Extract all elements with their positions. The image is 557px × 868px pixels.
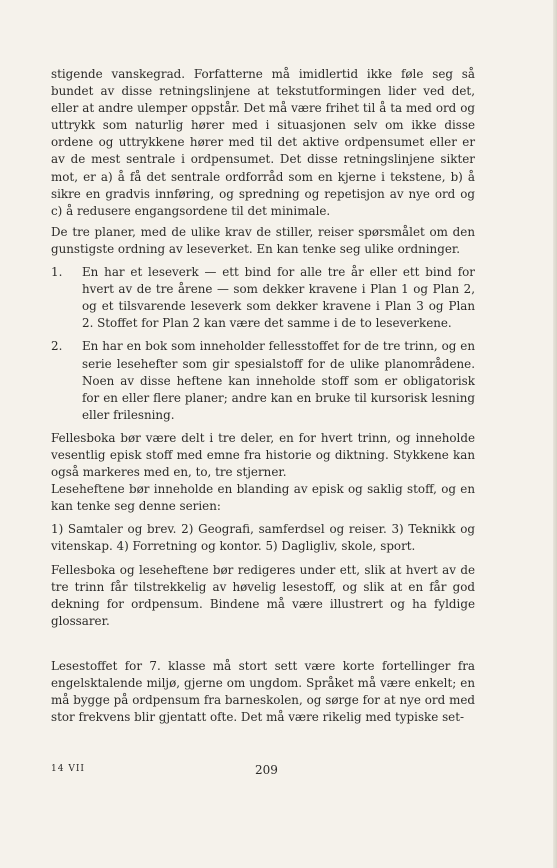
page-number: 209 bbox=[255, 763, 278, 777]
list-text: En har et leseverk — ett bind for alle tre år eller ett bind for hvert av de tre årene — som dekker kravene i Plan 1 og Plan 2, og et tilsvarende leseverk som dekker kravene i Plan 3 og Plan 2. Stoffet for Plan 2 kan være det samme i de to leseverkene. bbox=[82, 265, 475, 331]
list-item bbox=[51, 338, 475, 423]
paragraph: 1) Samtaler og brev. 2) Geografi, samferdsel og reiser. 3) Teknikk og vitenskap. 4) Forretning og kontor. 5) Dagligliv, skole, sport. bbox=[51, 522, 475, 554]
list-item bbox=[51, 264, 475, 332]
paragraph: Lesestoffet for 7. klasse må stort sett være korte fortellinger fra engelsktalende miljø, gjerne om ungdom. Språket må være enkelt; en må bygge på ordpensum fra barneskolen, og sørge for at nye ord med stor frekvens blir gjentatt ofte. Det må være rikelig med typiske set- bbox=[51, 658, 475, 725]
list-number: 1. bbox=[51, 265, 63, 280]
paragraph: De tre planer, med de ulike krav de stiller, reiser spørsmålet om den gunstigste ordning av leseverket. En kan tenke seg ulike ordninger. bbox=[51, 224, 475, 256]
paragraph: Leseheftene bør inneholde en blanding av episk og saklig stoff, og en kan tenke seg denne serien: bbox=[51, 482, 475, 514]
list-number: 2. bbox=[51, 339, 63, 354]
list-text: En har en bok som inneholder fellesstoffet for de tre trinn, og en serie lesehefter som gir spesialstoff for de ulike planområdene. Noen av disse heftene kan inneholde stoff som er obligatorisk for en eller flere planer; andre kan en bruke til kursorisk lesning eller frilesning. bbox=[82, 339, 475, 422]
page-edge bbox=[553, 0, 557, 868]
numbered-list bbox=[51, 264, 475, 424]
signature-mark: 14 VII bbox=[51, 764, 85, 774]
paragraph: Fellesboka bør være delt i tre deler, en for hvert trinn, og inneholde vesentlig episk stoff med emne fra historie og diktning. Stykkene kan også markeres med en, to, tre stjerner. bbox=[51, 430, 475, 480]
paragraph: Fellesboka og leseheftene bør redigeres under ett, slik at hvert av de tre trinn får tilstrekkelig av høvelig lesestoff, og slik at en får god dekning for ordpensum. Bindene må være illustrert og ha fyldige glossarer. bbox=[51, 562, 475, 628]
body-text bbox=[51, 66, 475, 726]
paragraph: stigende vanskegrad. Forfatterne må imidlertid ikke føle seg så bundet av disse retningslinjene at tekstutformingen lider ved det, eller at andre ulemper oppstår. Det må være frihet til å ta med ord og uttrykk som naturlig hører med i situasjonen selv om ikke disse ordene og uttrykkene hører med til det aktive ordpensumet eller er av de mest sentrale i ordpensumet. Det disse retningslinjene sikter mot, er a) å få det sentrale ordforråd som en kjerne i tekstene, b) å sikre en gradvis innføring, og spredning og repetisjon av nye ord og c) å redusere engangsordene til det minimale. bbox=[51, 67, 475, 218]
